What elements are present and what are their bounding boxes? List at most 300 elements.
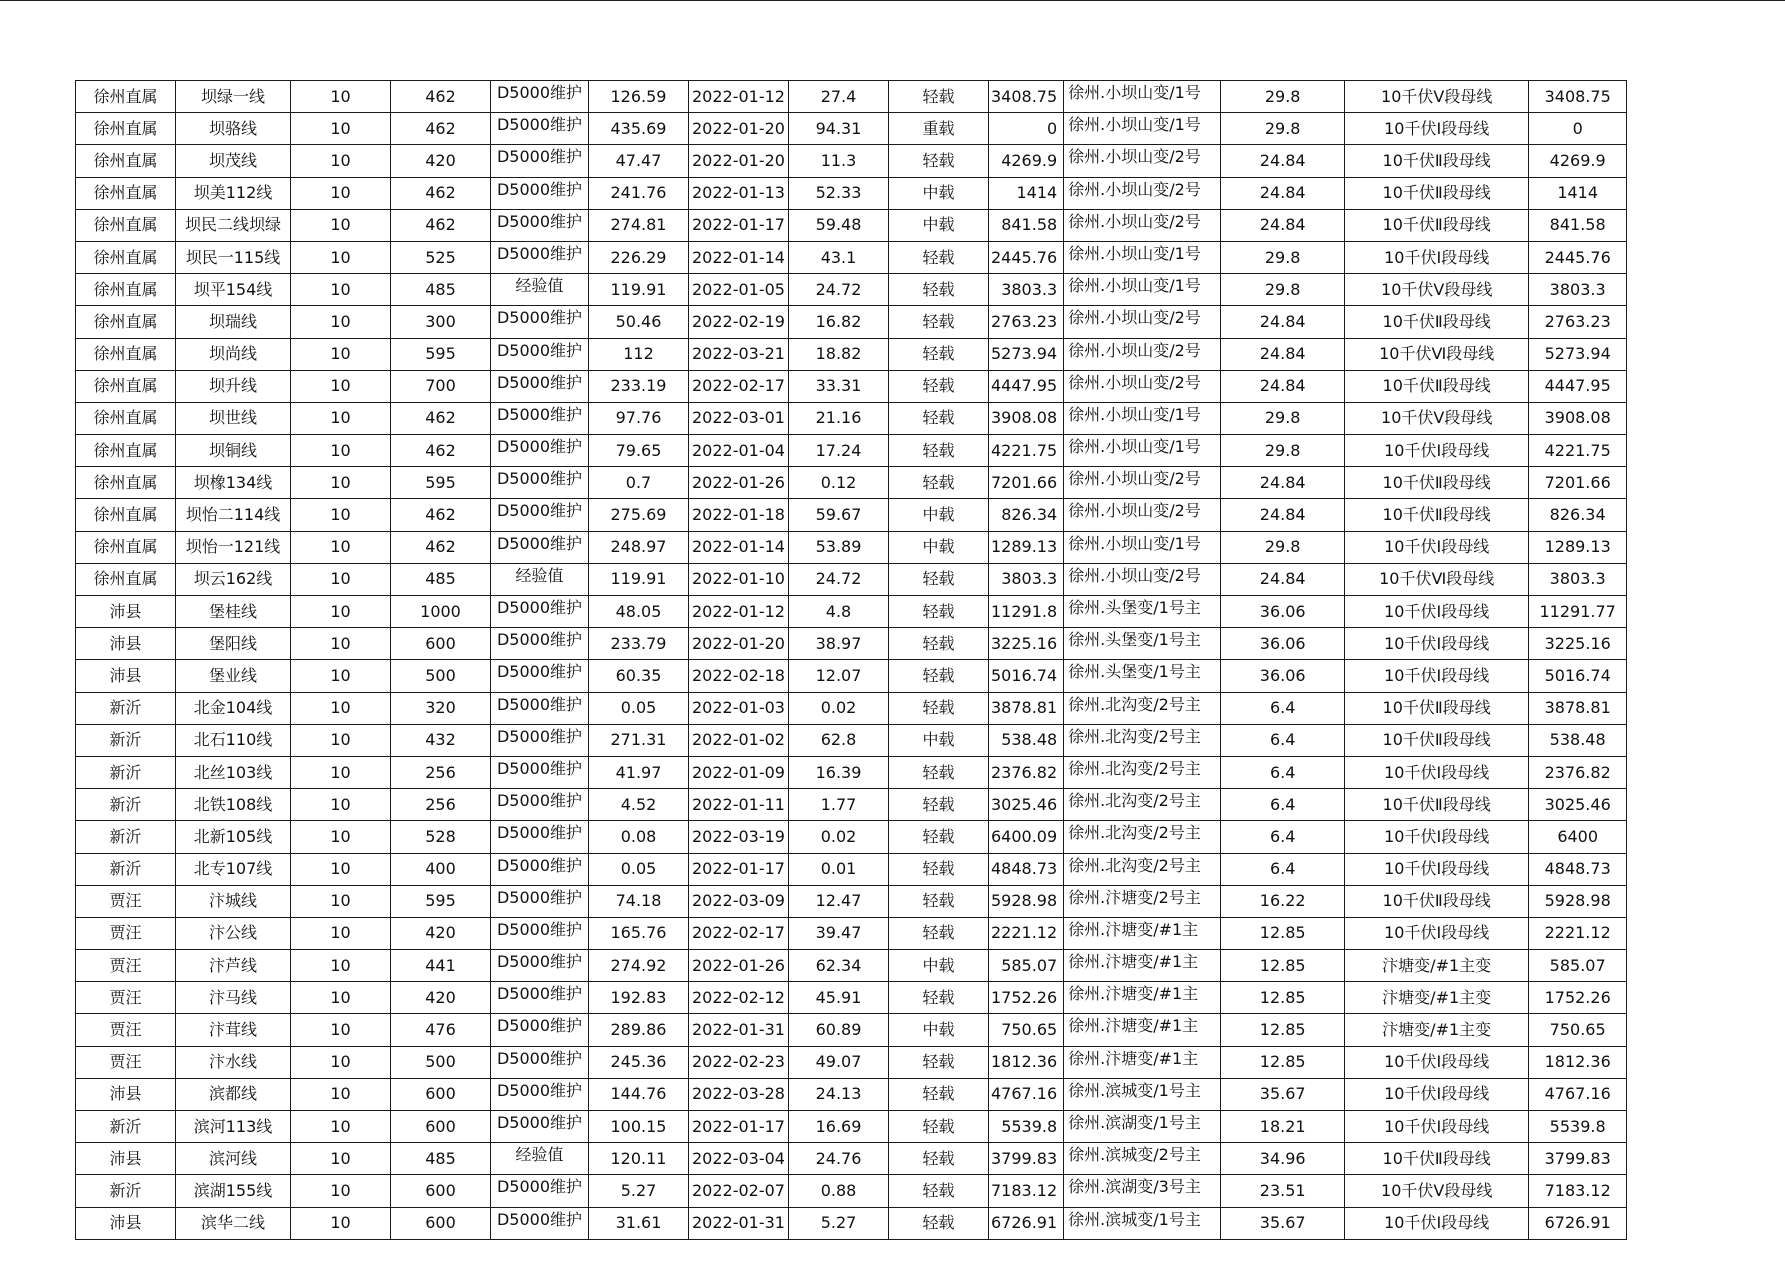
rated-current-cell: 1000 [391, 596, 491, 628]
line-name-cell: 堡桂线 [176, 596, 291, 628]
load-level-cell: 中载 [889, 499, 989, 531]
date-cell: 2022-03-09 [689, 885, 789, 917]
available-capacity-cell: 3408.75 [989, 81, 1064, 113]
voltage-cell: 10 [291, 596, 391, 628]
current-cell: 100.15 [589, 1111, 689, 1143]
current-cell: 144.76 [589, 1078, 689, 1110]
available-capacity-cell: 4447.95 [989, 370, 1064, 402]
transformer-cell: 徐州.北沟变/2号主 [1064, 692, 1221, 724]
source-cell: D5000维护 [491, 1111, 589, 1143]
available-capacity-cell: 11291.8 [989, 596, 1064, 628]
transformer-value-cell: 12.85 [1221, 1014, 1345, 1046]
transformer-cell: 徐州.滨城变/2号主 [1064, 1143, 1221, 1175]
available-capacity-cell: 2445.76 [989, 241, 1064, 273]
source-cell: 经验值 [491, 1143, 589, 1175]
capacity-cell: 11291.77 [1529, 596, 1627, 628]
capacity-cell: 1812.36 [1529, 1046, 1627, 1078]
bus-section-cell: 10千伏Ⅰ段母线 [1345, 113, 1529, 145]
date-cell: 2022-01-03 [689, 692, 789, 724]
load-level-cell: 重载 [889, 113, 989, 145]
source-cell: D5000维护 [491, 756, 589, 788]
line-name-cell: 滨华二线 [176, 1207, 291, 1239]
date-cell: 2022-03-21 [689, 338, 789, 370]
capacity-cell: 4848.73 [1529, 853, 1627, 885]
table-row [76, 1207, 1627, 1239]
transformer-cell: 徐州.汴塘变/#1主 [1064, 982, 1221, 1014]
transformer-value-cell: 24.84 [1221, 209, 1345, 241]
date-cell: 2022-01-31 [689, 1207, 789, 1239]
available-capacity-cell: 1752.26 [989, 982, 1064, 1014]
source-cell: 经验值 [491, 563, 589, 595]
voltage-cell: 10 [291, 402, 391, 434]
line-name-cell: 坝平154线 [176, 274, 291, 306]
date-cell: 2022-01-02 [689, 724, 789, 756]
available-capacity-cell: 3225.16 [989, 628, 1064, 660]
line-name-cell: 坝尚线 [176, 338, 291, 370]
current-cell: 31.61 [589, 1207, 689, 1239]
table-row [76, 338, 1627, 370]
current-cell: 126.59 [589, 81, 689, 113]
available-capacity-cell: 826.34 [989, 499, 1064, 531]
region-cell: 徐州直属 [76, 563, 176, 595]
source-cell: D5000维护 [491, 821, 589, 853]
transformer-value-cell: 29.8 [1221, 531, 1345, 563]
transformer-cell: 徐州.小坝山变/2号 [1064, 370, 1221, 402]
bus-section-cell: 10千伏Ⅰ段母线 [1345, 1046, 1529, 1078]
table-row [76, 1111, 1627, 1143]
available-capacity-cell: 4767.16 [989, 1078, 1064, 1110]
voltage-cell: 10 [291, 628, 391, 660]
load-rate-cell: 33.31 [789, 370, 889, 402]
capacity-cell: 841.58 [1529, 209, 1627, 241]
region-cell: 贾汪 [76, 982, 176, 1014]
load-level-cell: 轻载 [889, 789, 989, 821]
table-row [76, 821, 1627, 853]
load-rate-cell: 0.02 [789, 692, 889, 724]
transformer-value-cell: 24.84 [1221, 177, 1345, 209]
bus-section-cell: 10千伏Ⅵ段母线 [1345, 338, 1529, 370]
load-level-cell: 轻载 [889, 402, 989, 434]
voltage-cell: 10 [291, 1046, 391, 1078]
bus-section-cell: 10千伏Ⅰ段母线 [1345, 1111, 1529, 1143]
table-row [76, 435, 1627, 467]
line-name-cell: 坝美112线 [176, 177, 291, 209]
current-cell: 120.11 [589, 1143, 689, 1175]
region-cell: 徐州直属 [76, 81, 176, 113]
capacity-cell: 7183.12 [1529, 1175, 1627, 1207]
available-capacity-cell: 3799.83 [989, 1143, 1064, 1175]
table-row [76, 531, 1627, 563]
load-rate-cell: 0.02 [789, 821, 889, 853]
current-cell: 119.91 [589, 563, 689, 595]
load-level-cell: 中载 [889, 177, 989, 209]
load-level-cell: 中载 [889, 724, 989, 756]
line-name-cell: 北专107线 [176, 853, 291, 885]
transformer-value-cell: 18.21 [1221, 1111, 1345, 1143]
transformer-value-cell: 24.84 [1221, 306, 1345, 338]
source-cell: D5000维护 [491, 209, 589, 241]
bus-section-cell: 10千伏Ⅱ段母线 [1345, 145, 1529, 177]
voltage-cell: 10 [291, 853, 391, 885]
region-cell: 贾汪 [76, 950, 176, 982]
voltage-cell: 10 [291, 1175, 391, 1207]
load-rate-cell: 17.24 [789, 435, 889, 467]
line-name-cell: 滨湖155线 [176, 1175, 291, 1207]
line-name-cell: 坝铜线 [176, 435, 291, 467]
current-cell: 165.76 [589, 917, 689, 949]
region-cell: 新沂 [76, 756, 176, 788]
bus-section-cell: 10千伏Ⅴ段母线 [1345, 1175, 1529, 1207]
available-capacity-cell: 750.65 [989, 1014, 1064, 1046]
date-cell: 2022-02-07 [689, 1175, 789, 1207]
capacity-cell: 4221.75 [1529, 435, 1627, 467]
source-cell: D5000维护 [491, 1046, 589, 1078]
available-capacity-cell: 5273.94 [989, 338, 1064, 370]
source-cell: D5000维护 [491, 467, 589, 499]
table-row [76, 692, 1627, 724]
transformer-value-cell: 6.4 [1221, 756, 1345, 788]
transformer-cell: 徐州.小坝山变/1号 [1064, 81, 1221, 113]
voltage-cell: 10 [291, 660, 391, 692]
transformer-cell: 徐州.小坝山变/2号 [1064, 177, 1221, 209]
load-rate-cell: 49.07 [789, 1046, 889, 1078]
load-level-cell: 轻载 [889, 145, 989, 177]
transformer-value-cell: 29.8 [1221, 241, 1345, 273]
line-name-cell: 坝茂线 [176, 145, 291, 177]
capacity-cell: 585.07 [1529, 950, 1627, 982]
source-cell: D5000维护 [491, 531, 589, 563]
load-level-cell: 轻载 [889, 982, 989, 1014]
date-cell: 2022-02-19 [689, 306, 789, 338]
source-cell: D5000维护 [491, 724, 589, 756]
current-cell: 241.76 [589, 177, 689, 209]
capacity-cell: 3803.3 [1529, 274, 1627, 306]
transformer-value-cell: 6.4 [1221, 692, 1345, 724]
current-cell: 0.08 [589, 821, 689, 853]
transformer-value-cell: 36.06 [1221, 660, 1345, 692]
bus-section-cell: 10千伏Ⅰ段母线 [1345, 756, 1529, 788]
rated-current-cell: 700 [391, 370, 491, 402]
rated-current-cell: 462 [391, 531, 491, 563]
load-level-cell: 轻载 [889, 81, 989, 113]
page-top-rule [0, 0, 1785, 1]
transformer-value-cell: 24.84 [1221, 563, 1345, 595]
load-level-cell: 轻载 [889, 756, 989, 788]
date-cell: 2022-03-04 [689, 1143, 789, 1175]
transformer-cell: 徐州.北沟变/2号主 [1064, 821, 1221, 853]
transformer-value-cell: 6.4 [1221, 789, 1345, 821]
source-cell: D5000维护 [491, 402, 589, 434]
region-cell: 贾汪 [76, 1046, 176, 1078]
transformer-value-cell: 12.85 [1221, 982, 1345, 1014]
voltage-cell: 10 [291, 950, 391, 982]
table-row [76, 177, 1627, 209]
table-row [76, 853, 1627, 885]
transformer-cell: 徐州.小坝山变/2号 [1064, 563, 1221, 595]
table-row [76, 241, 1627, 273]
transformer-value-cell: 24.84 [1221, 370, 1345, 402]
bus-section-cell: 10千伏Ⅴ段母线 [1345, 274, 1529, 306]
load-rate-cell: 45.91 [789, 982, 889, 1014]
transformer-value-cell: 29.8 [1221, 274, 1345, 306]
voltage-cell: 10 [291, 724, 391, 756]
date-cell: 2022-02-17 [689, 370, 789, 402]
region-cell: 沛县 [76, 1207, 176, 1239]
voltage-cell: 10 [291, 499, 391, 531]
capacity-cell: 3799.83 [1529, 1143, 1627, 1175]
line-name-cell: 滨都线 [176, 1078, 291, 1110]
line-name-cell: 汴马线 [176, 982, 291, 1014]
capacity-cell: 5273.94 [1529, 338, 1627, 370]
transformer-cell: 徐州.头堡变/1号主 [1064, 596, 1221, 628]
available-capacity-cell: 5928.98 [989, 885, 1064, 917]
load-level-cell: 轻载 [889, 338, 989, 370]
available-capacity-cell: 3025.46 [989, 789, 1064, 821]
source-cell: D5000维护 [491, 885, 589, 917]
capacity-cell: 2445.76 [1529, 241, 1627, 273]
rated-current-cell: 600 [391, 1111, 491, 1143]
bus-section-cell: 汴塘变/#1主变 [1345, 950, 1529, 982]
capacity-cell: 1289.13 [1529, 531, 1627, 563]
load-level-cell: 中载 [889, 531, 989, 563]
transformer-cell: 徐州.汴塘变/#1主 [1064, 917, 1221, 949]
rated-current-cell: 600 [391, 1078, 491, 1110]
source-cell: D5000维护 [491, 435, 589, 467]
capacity-cell: 6726.91 [1529, 1207, 1627, 1239]
capacity-cell: 3025.46 [1529, 789, 1627, 821]
transformer-cell: 徐州.小坝山变/1号 [1064, 531, 1221, 563]
line-name-cell: 北新105线 [176, 821, 291, 853]
transformer-cell: 徐州.小坝山变/2号 [1064, 209, 1221, 241]
bus-section-cell: 10千伏Ⅰ段母线 [1345, 596, 1529, 628]
table-row [76, 885, 1627, 917]
region-cell: 徐州直属 [76, 274, 176, 306]
transformer-value-cell: 6.4 [1221, 821, 1345, 853]
bus-section-cell: 汴塘变/#1主变 [1345, 1014, 1529, 1046]
line-name-cell: 汴城线 [176, 885, 291, 917]
transformer-value-cell: 29.8 [1221, 402, 1345, 434]
load-level-cell: 轻载 [889, 1111, 989, 1143]
current-cell: 233.79 [589, 628, 689, 660]
date-cell: 2022-01-11 [689, 789, 789, 821]
table-row [76, 274, 1627, 306]
available-capacity-cell: 6726.91 [989, 1207, 1064, 1239]
rated-current-cell: 462 [391, 402, 491, 434]
available-capacity-cell: 1414 [989, 177, 1064, 209]
load-rate-cell: 16.82 [789, 306, 889, 338]
transformer-cell: 徐州.头堡变/1号主 [1064, 628, 1221, 660]
load-rate-cell: 5.27 [789, 1207, 889, 1239]
bus-section-cell: 10千伏Ⅱ段母线 [1345, 1143, 1529, 1175]
date-cell: 2022-03-28 [689, 1078, 789, 1110]
date-cell: 2022-01-17 [689, 209, 789, 241]
capacity-cell: 3803.3 [1529, 563, 1627, 595]
region-cell: 徐州直属 [76, 177, 176, 209]
load-rate-cell: 16.69 [789, 1111, 889, 1143]
bus-section-cell: 10千伏Ⅱ段母线 [1345, 499, 1529, 531]
load-rate-cell: 21.16 [789, 402, 889, 434]
rated-current-cell: 400 [391, 853, 491, 885]
transformer-value-cell: 12.85 [1221, 950, 1345, 982]
available-capacity-cell: 3908.08 [989, 402, 1064, 434]
available-capacity-cell: 4221.75 [989, 435, 1064, 467]
source-cell: D5000维护 [491, 982, 589, 1014]
region-cell: 新沂 [76, 789, 176, 821]
voltage-cell: 10 [291, 467, 391, 499]
transformer-value-cell: 24.84 [1221, 145, 1345, 177]
current-cell: 289.86 [589, 1014, 689, 1046]
available-capacity-cell: 585.07 [989, 950, 1064, 982]
rated-current-cell: 462 [391, 113, 491, 145]
bus-section-cell: 10千伏Ⅰ段母线 [1345, 660, 1529, 692]
source-cell: D5000维护 [491, 113, 589, 145]
transformer-cell: 徐州.小坝山变/2号 [1064, 338, 1221, 370]
rated-current-cell: 485 [391, 274, 491, 306]
bus-section-cell: 汴塘变/#1主变 [1345, 982, 1529, 1014]
transformer-value-cell: 16.22 [1221, 885, 1345, 917]
bus-section-cell: 10千伏Ⅱ段母线 [1345, 692, 1529, 724]
load-rate-cell: 16.39 [789, 756, 889, 788]
capacity-cell: 1414 [1529, 177, 1627, 209]
table-row [76, 628, 1627, 660]
transformer-value-cell: 12.85 [1221, 1046, 1345, 1078]
source-cell: D5000维护 [491, 789, 589, 821]
current-cell: 60.35 [589, 660, 689, 692]
rated-current-cell: 525 [391, 241, 491, 273]
available-capacity-cell: 7201.66 [989, 467, 1064, 499]
line-name-cell: 堡业线 [176, 660, 291, 692]
table-row [76, 1078, 1627, 1110]
load-level-cell: 轻载 [889, 917, 989, 949]
table-row [76, 113, 1627, 145]
capacity-cell: 3878.81 [1529, 692, 1627, 724]
load-rate-cell: 0.12 [789, 467, 889, 499]
date-cell: 2022-01-18 [689, 499, 789, 531]
table-row [76, 306, 1627, 338]
date-cell: 2022-01-09 [689, 756, 789, 788]
transformer-cell: 徐州.小坝山变/1号 [1064, 113, 1221, 145]
source-cell: D5000维护 [491, 241, 589, 273]
capacity-cell: 6400 [1529, 821, 1627, 853]
load-level-cell: 轻载 [889, 628, 989, 660]
bus-section-cell: 10千伏Ⅰ段母线 [1345, 628, 1529, 660]
current-cell: 233.19 [589, 370, 689, 402]
transformer-value-cell: 23.51 [1221, 1175, 1345, 1207]
bus-section-cell: 10千伏Ⅱ段母线 [1345, 467, 1529, 499]
table-row [76, 756, 1627, 788]
load-rate-cell: 18.82 [789, 338, 889, 370]
line-name-cell: 汴公线 [176, 917, 291, 949]
region-cell: 徐州直属 [76, 241, 176, 273]
load-rate-cell: 52.33 [789, 177, 889, 209]
date-cell: 2022-01-20 [689, 145, 789, 177]
transformer-value-cell: 36.06 [1221, 596, 1345, 628]
table-row [76, 209, 1627, 241]
line-name-cell: 坝升线 [176, 370, 291, 402]
load-rate-cell: 39.47 [789, 917, 889, 949]
current-cell: 48.05 [589, 596, 689, 628]
line-name-cell: 汴茸线 [176, 1014, 291, 1046]
source-cell: D5000维护 [491, 177, 589, 209]
bus-section-cell: 10千伏Ⅱ段母线 [1345, 370, 1529, 402]
region-cell: 沛县 [76, 1143, 176, 1175]
transformer-cell: 徐州.汴塘变/2号主 [1064, 885, 1221, 917]
current-cell: 50.46 [589, 306, 689, 338]
voltage-cell: 10 [291, 1207, 391, 1239]
bus-section-cell: 10千伏Ⅱ段母线 [1345, 306, 1529, 338]
transformer-cell: 徐州.滨城变/1号主 [1064, 1078, 1221, 1110]
bus-section-cell: 10千伏Ⅵ段母线 [1345, 563, 1529, 595]
current-cell: 41.97 [589, 756, 689, 788]
date-cell: 2022-01-05 [689, 274, 789, 306]
rated-current-cell: 420 [391, 145, 491, 177]
load-level-cell: 轻载 [889, 306, 989, 338]
source-cell: D5000维护 [491, 306, 589, 338]
transformer-cell: 徐州.滨湖变/1号主 [1064, 1111, 1221, 1143]
capacity-cell: 2221.12 [1529, 917, 1627, 949]
load-rate-cell: 11.3 [789, 145, 889, 177]
load-rate-cell: 62.34 [789, 950, 889, 982]
capacity-cell: 538.48 [1529, 724, 1627, 756]
transformer-cell: 徐州.汴塘变/#1主 [1064, 1014, 1221, 1046]
voltage-cell: 10 [291, 1014, 391, 1046]
available-capacity-cell: 841.58 [989, 209, 1064, 241]
transformer-cell: 徐州.北沟变/2号主 [1064, 756, 1221, 788]
region-cell: 新沂 [76, 821, 176, 853]
available-capacity-cell: 0 [989, 113, 1064, 145]
voltage-cell: 10 [291, 789, 391, 821]
voltage-cell: 10 [291, 917, 391, 949]
load-rate-cell: 62.8 [789, 724, 889, 756]
line-name-cell: 滨河线 [176, 1143, 291, 1175]
available-capacity-cell: 6400.09 [989, 821, 1064, 853]
date-cell: 2022-01-26 [689, 467, 789, 499]
transformer-value-cell: 6.4 [1221, 853, 1345, 885]
load-rate-cell: 38.97 [789, 628, 889, 660]
bus-section-cell: 10千伏Ⅱ段母线 [1345, 209, 1529, 241]
transformer-value-cell: 35.67 [1221, 1207, 1345, 1239]
available-capacity-cell: 7183.12 [989, 1175, 1064, 1207]
capacity-cell: 5928.98 [1529, 885, 1627, 917]
load-level-cell: 轻载 [889, 1207, 989, 1239]
source-cell: D5000维护 [491, 1014, 589, 1046]
available-capacity-cell: 5016.74 [989, 660, 1064, 692]
bus-section-cell: 10千伏Ⅱ段母线 [1345, 885, 1529, 917]
region-cell: 徐州直属 [76, 370, 176, 402]
date-cell: 2022-01-12 [689, 81, 789, 113]
source-cell: D5000维护 [491, 1175, 589, 1207]
capacity-cell: 5539.8 [1529, 1111, 1627, 1143]
table-row [76, 789, 1627, 821]
transformer-value-cell: 29.8 [1221, 81, 1345, 113]
transformer-value-cell: 24.84 [1221, 467, 1345, 499]
available-capacity-cell: 3803.3 [989, 563, 1064, 595]
date-cell: 2022-02-12 [689, 982, 789, 1014]
transformer-value-cell: 24.84 [1221, 499, 1345, 531]
date-cell: 2022-02-18 [689, 660, 789, 692]
available-capacity-cell: 2763.23 [989, 306, 1064, 338]
date-cell: 2022-01-14 [689, 531, 789, 563]
line-name-cell: 坝民二线坝绿 [176, 209, 291, 241]
current-cell: 245.36 [589, 1046, 689, 1078]
load-level-cell: 轻载 [889, 467, 989, 499]
rated-current-cell: 476 [391, 1014, 491, 1046]
rated-current-cell: 485 [391, 1143, 491, 1175]
rated-current-cell: 462 [391, 209, 491, 241]
region-cell: 新沂 [76, 692, 176, 724]
capacity-cell: 5016.74 [1529, 660, 1627, 692]
voltage-cell: 10 [291, 821, 391, 853]
